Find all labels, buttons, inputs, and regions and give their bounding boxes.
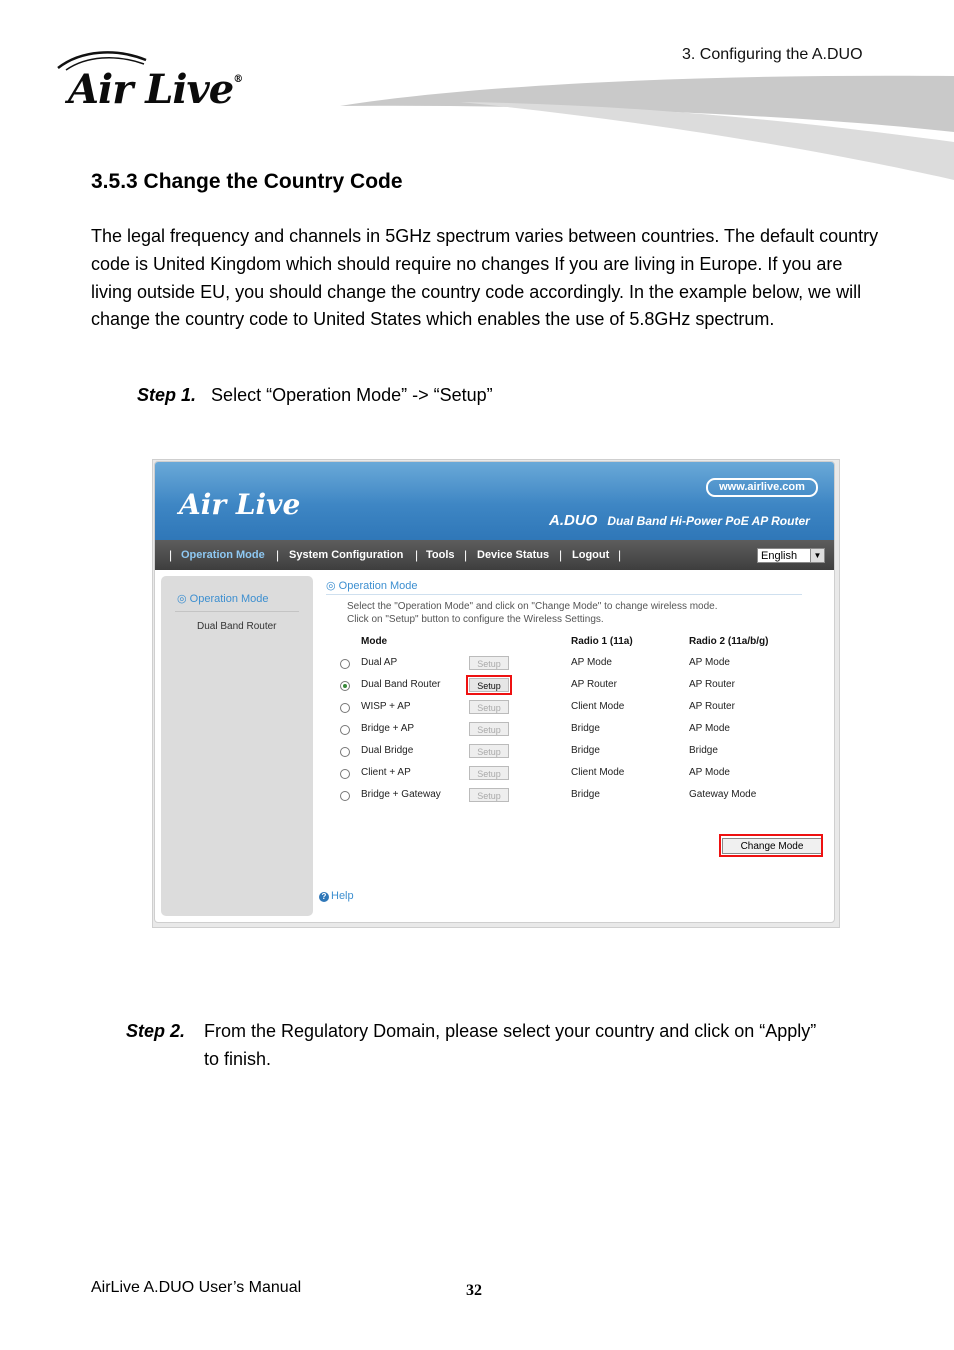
header-mode: Mode: [361, 636, 388, 647]
main-title: ◎ Operation Mode: [326, 580, 418, 592]
mode-radio[interactable]: [340, 659, 350, 669]
intro-paragraph: The legal frequency and channels in 5GHz spectrum varies between countries. The default country code is United Kingdom which should require no changes If you are living in Europe. If you are living outside EU, you should change the country code accordingly. In the example below, we will change the country code to United States which enables the use of 5.8GHz spectrum.: [91, 226, 879, 330]
step-2-text: From the Regulatory Domain, please select your country and click on “Apply”: [204, 1021, 817, 1041]
step-2: [126, 1017, 816, 1073]
section-title: 3.5.3 Change the Country Code: [91, 170, 403, 193]
sidebar-item-dual-band-router[interactable]: Dual Band Router: [197, 621, 277, 632]
sidebar: [161, 576, 313, 916]
step-1-label: Step 1.: [137, 385, 197, 405]
step-1: [137, 385, 493, 406]
setup-button[interactable]: Setup: [469, 700, 509, 714]
setup-button[interactable]: Setup: [469, 766, 509, 780]
nav-bar: | Operation Mode | System Configuration | Tools | Device Status | Logout |: [155, 540, 834, 570]
setup-button-active[interactable]: Setup: [469, 678, 509, 692]
setup-button[interactable]: Setup: [469, 722, 509, 736]
mode-radio[interactable]: [340, 725, 350, 735]
language-select[interactable]: English ▼: [757, 548, 825, 563]
instructions: Select the "Operation Mode" and click on "Change Mode" to change wireless mode. Click on "Setup" button to configure the Wireless Settings.: [347, 601, 718, 625]
header-decoration-icon: [340, 74, 954, 186]
website-link[interactable]: www.airlive.com: [706, 478, 818, 497]
step-1-text: Select “Operation Mode” -> “Setup”: [211, 385, 493, 405]
setup-button[interactable]: Setup: [469, 656, 509, 670]
mode-radio-selected[interactable]: [340, 681, 350, 691]
help-icon: ?: [319, 892, 329, 902]
router-logo: Air Live: [179, 488, 301, 521]
chapter-heading: 3. Configuring the A.DUO: [682, 46, 863, 63]
setup-button[interactable]: Setup: [469, 744, 509, 758]
header-radio1: Radio 1 (11a): [571, 636, 633, 647]
nav-operation-mode[interactable]: Operation Mode: [181, 549, 265, 561]
chevron-down-icon: ▼: [810, 549, 824, 562]
help-link[interactable]: ? Help: [319, 890, 354, 902]
mode-radio[interactable]: [340, 769, 350, 779]
step-2-text-cont: to finish.: [204, 1049, 272, 1069]
airlive-logo: Air Live®: [68, 66, 243, 113]
step-2-label: Step 2.: [126, 1021, 186, 1041]
highlight-box: [466, 675, 512, 695]
header-radio2: Radio 2 (11a/b/g): [689, 636, 769, 647]
product-title: A.DUO Dual Band Hi-Power PoE AP Router: [549, 512, 810, 529]
page-number: 32: [466, 1282, 482, 1299]
router-banner: [155, 462, 834, 540]
highlight-box: [719, 834, 823, 857]
change-mode-button[interactable]: Change Mode: [722, 838, 822, 854]
nav-tools[interactable]: Tools: [426, 549, 455, 561]
footer-manual-title: AirLive A.DUO User’s Manual: [91, 1279, 302, 1296]
nav-logout[interactable]: Logout: [572, 549, 610, 561]
router-ui-screenshot: Air Live www.airlive.com A.DUO Dual Band Hi-Power PoE AP Router | Operation Mode | System Configuration | Tools | Device Status | Logout | English ▼ ◎ Operation Mode Dual Band Router ◎ Operation Mode Select the "Operation Mode" and click on "Change Mode" to change wireless mode. Click on "Setup" button to configure the Wireless Settings. Mode Radio 1 (11a) Radio 2 (11a/b/g) Dual AP Setup AP Mode AP Mode Dual Band Router Setup AP Router AP Router WISP + AP Setup Client Mode AP Router Bridge + AP Setup Bridge AP Mode Dual Bridge Setup Bridge Bridge Client + AP Setup Client Mode AP Mode Bridge + Gateway Setup Bridge Gateway Mode Change Mode ? Help: [152, 459, 840, 928]
mode-radio[interactable]: [340, 747, 350, 757]
sidebar-title[interactable]: ◎ Operation Mode: [177, 593, 269, 605]
nav-system-configuration[interactable]: System Configuration: [289, 549, 404, 561]
nav-device-status[interactable]: Device Status: [477, 549, 550, 561]
mode-radio[interactable]: [340, 791, 350, 801]
setup-button[interactable]: Setup: [469, 788, 509, 802]
mode-radio[interactable]: [340, 703, 350, 713]
